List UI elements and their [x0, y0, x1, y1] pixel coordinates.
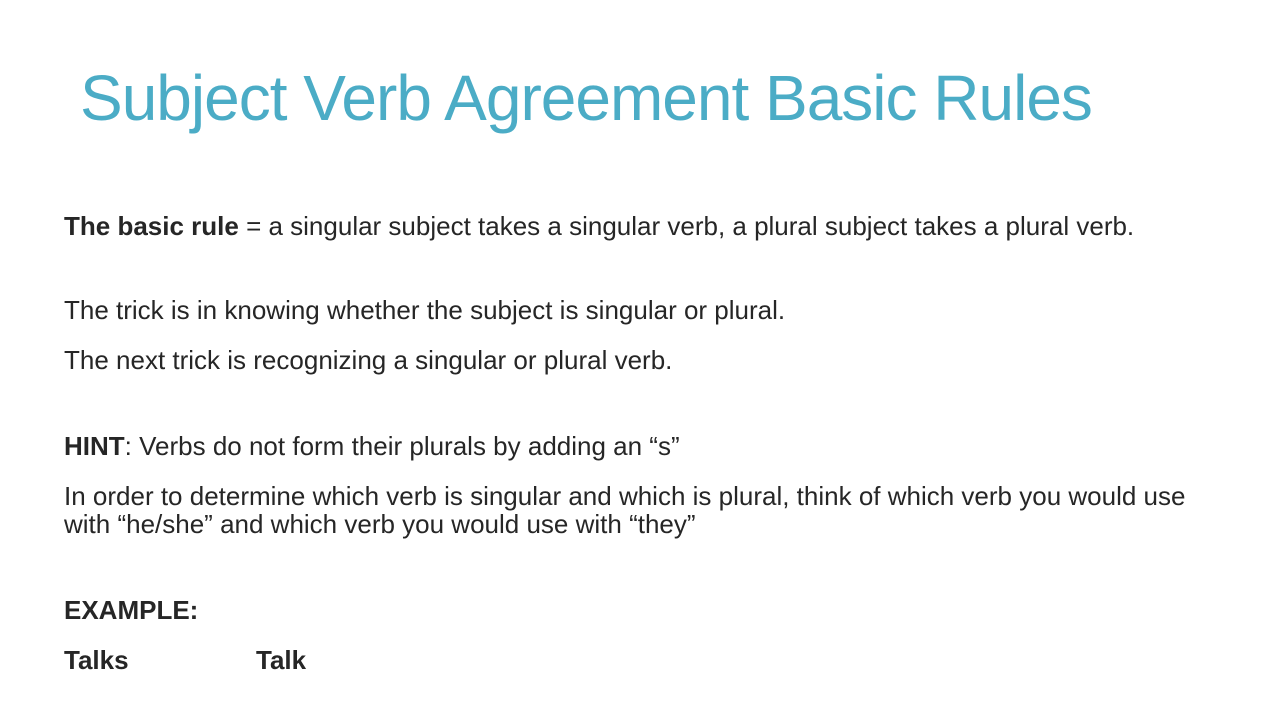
example-heading: EXAMPLE: — [64, 595, 199, 625]
next-trick-paragraph: The next trick is recognizing a singular or plural verb. — [64, 345, 673, 375]
hint-text: : Verbs do not form their plurals by adding an “s” — [124, 431, 680, 461]
example-singular-verb: Talks — [64, 645, 129, 675]
basic-rule-text: = a singular subject takes a singular verb, a plural subject takes a plural verb. — [238, 211, 1135, 241]
example-row — [64, 646, 1234, 674]
basic-rule-paragraph — [64, 212, 1234, 240]
hint-label: HINT — [64, 431, 125, 461]
slide-body — [64, 212, 1234, 674]
slide-title: Subject Verb Agreement Basic Rules — [80, 62, 1092, 134]
hint-paragraph — [64, 432, 1234, 460]
order-paragraph: In order to determine which verb is singular and which is plural, think of which verb you would use with “he/she” and which verb you would use with “they” — [64, 481, 1186, 539]
basic-rule-label: The basic rule — [64, 211, 239, 241]
trick-paragraph: The trick is in knowing whether the subject is singular or plural. — [64, 295, 786, 325]
example-plural-verb: Talk — [256, 645, 307, 675]
